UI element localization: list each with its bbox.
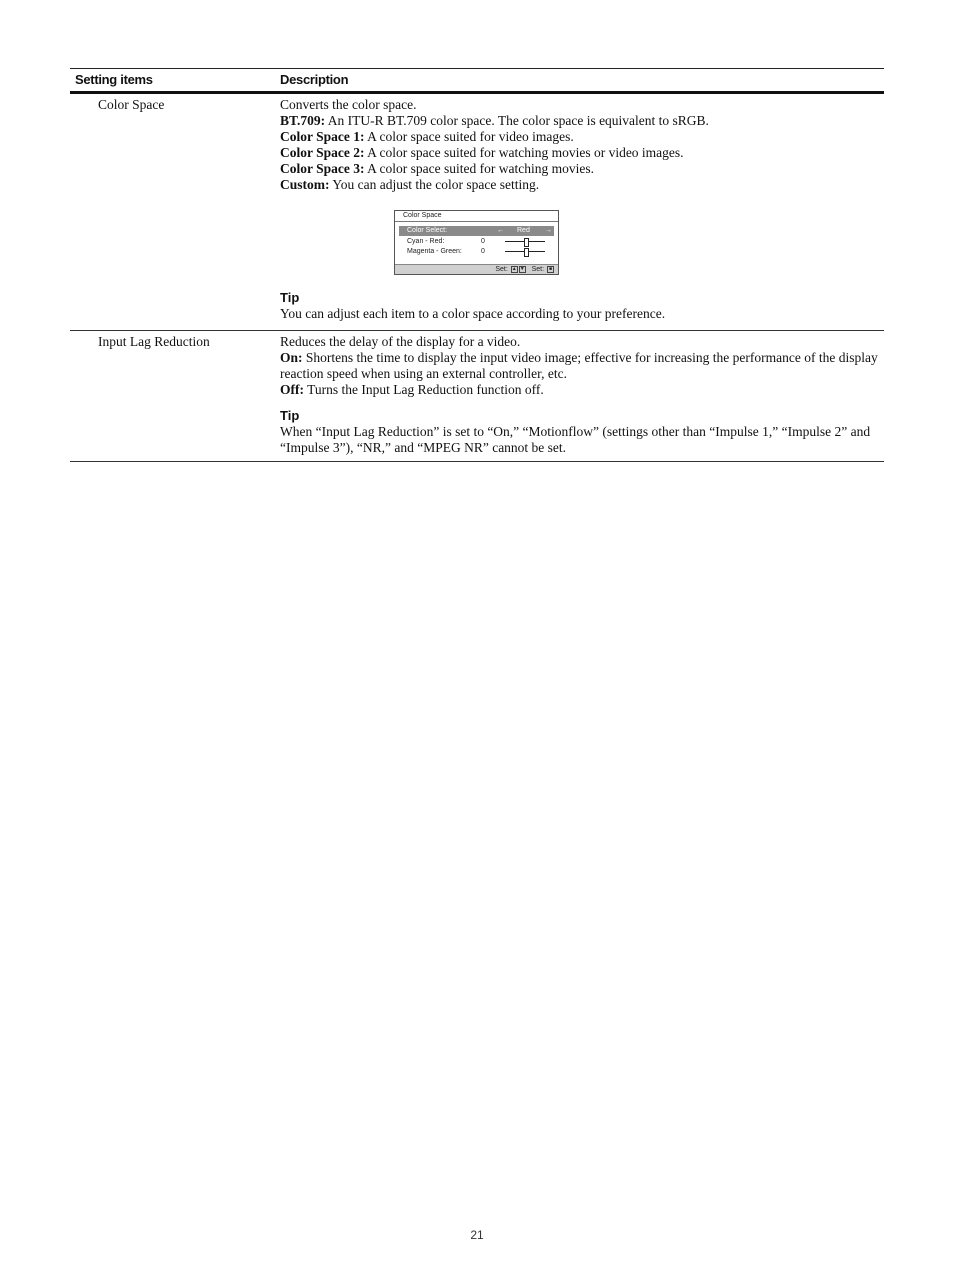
- color-space-menu-illustration: [394, 210, 559, 275]
- down-key-icon: ▼: [519, 265, 525, 272]
- desc-line: Off: Turns the Input Lag Reduction function off.: [280, 382, 544, 397]
- desc-line: Custom: You can adjust the color space setting.: [280, 177, 540, 192]
- desc-line: Color Space 1: A color space suited for video images.: [280, 129, 574, 144]
- desc-line: Converts the color space.: [280, 97, 417, 112]
- slider-knob: [524, 238, 529, 247]
- menu-selected-label: Color Select:: [407, 227, 448, 234]
- setting-description: [280, 331, 884, 456]
- footer-set-label: Set:: [531, 266, 545, 273]
- tip-text: When “Input Lag Reduction” is set to “On,” “Motionflow” (settings other than “Impulse 1,” “Impulse 2” and “Impulse 3”), “NR,” and “MPEG NR” cannot be set.: [280, 424, 871, 455]
- setting-item-name: Color Space: [98, 97, 165, 112]
- left-arrow-icon: ←: [497, 227, 504, 234]
- menu-title: Color Space: [395, 211, 558, 222]
- settings-table: [70, 68, 884, 462]
- menu-slider-value: 0: [481, 238, 485, 245]
- tip-block: [280, 290, 665, 322]
- tip-text: You can adjust each item to a color space according to your preference.: [280, 306, 666, 321]
- desc-line: Color Space 3: A color space suited for watching movies.: [280, 161, 594, 176]
- menu-slider-label: Magenta - Green:: [407, 248, 462, 255]
- desc-line: Color Space 2: A color space suited for watching movies or video images.: [280, 145, 684, 160]
- tip-heading: Tip: [280, 408, 300, 423]
- desc-line: BT.709: An ITU-R BT.709 color space. The color space is equivalent to sRGB.: [280, 113, 709, 128]
- footer-set-label: Set:: [495, 266, 508, 273]
- menu-selected-value: Red: [517, 227, 530, 234]
- menu-selected-row: [399, 226, 554, 236]
- menu-slider-value: 0: [481, 248, 485, 255]
- table-header: [70, 68, 884, 94]
- setting-item-name: Input Lag Reduction: [98, 334, 210, 349]
- header-setting-items: Setting items: [75, 72, 153, 87]
- menu-slider-row: [407, 237, 547, 247]
- menu-slider-label: Cyan - Red:: [407, 238, 445, 245]
- table-row-input-lag-reduction: [70, 331, 884, 462]
- right-arrow-icon: →: [545, 227, 552, 234]
- desc-line: On: Shortens the time to display the input video image; effective for increasing the performance of the display reaction speed when using an external controller, etc.: [280, 350, 878, 381]
- enter-key-icon: ■: [548, 265, 553, 272]
- tip-heading: Tip: [280, 290, 300, 305]
- menu-slider-row: [407, 247, 547, 257]
- table-row-color-space: [70, 94, 884, 331]
- page-number: 21: [470, 1228, 484, 1242]
- header-description: Description: [280, 72, 349, 87]
- up-key-icon: ▲: [511, 265, 517, 272]
- desc-line: Reduces the delay of the display for a video.: [280, 334, 521, 349]
- menu-footer: [395, 264, 558, 274]
- slider-knob: [524, 248, 529, 257]
- setting-description: [280, 94, 884, 193]
